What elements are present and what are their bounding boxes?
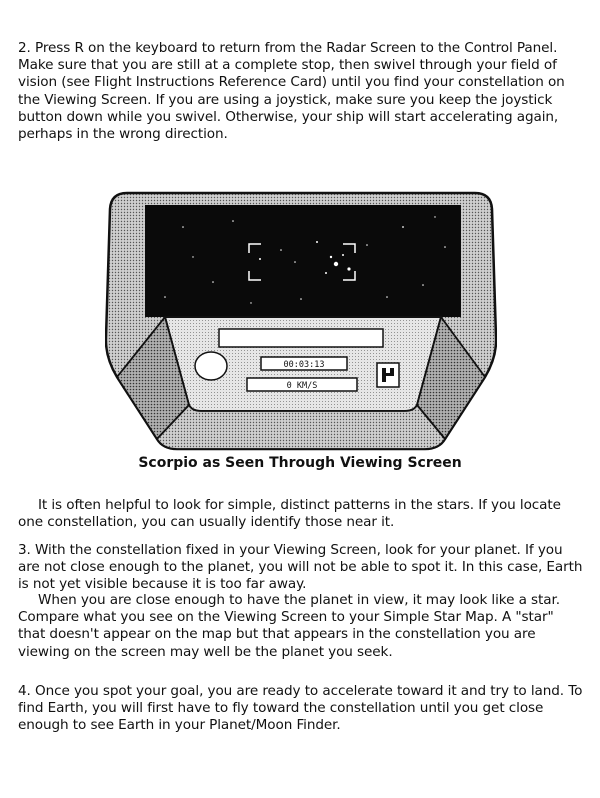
- step-4-paragraph: 4. Once you spot your goal, you are ready to accelerate toward it and try to land. To find Earth, you will first have to fly toward the constellation until you get close enough to see Earth in your Planet/Moon Finder.: [18, 683, 583, 734]
- step-3-continued-paragraph: When you are close enough to have the planet in view, it may look like a star. Compare what you see on the Viewing Screen to your Simple Star Map. A "star" that doesn't appear on the map but that appears in the constellation you are viewing on the screen may well be the planet you seek.: [18, 592, 560, 660]
- speed-readout: 0 KM/S: [286, 381, 318, 391]
- viewing-screen-illustration: [105, 187, 497, 452]
- cockpit-drawing: [105, 187, 497, 452]
- tip-paragraph: It is often helpful to look for simple, distinct patterns in the stars. If you locate one constellation, you can usually identify those near it.: [18, 497, 561, 531]
- step-3-paragraph: 3. With the constellation fixed in your Viewing Screen, look for your planet. If you are not close enough to the planet, you will not be able to spot it. In this case, Earth is not yet visible because it is too far away.: [18, 542, 583, 593]
- viewing-screen: [145, 205, 461, 317]
- message-bar: [219, 329, 383, 347]
- planet-moon-finder: [195, 352, 227, 380]
- timer-readout: 00:03:13: [283, 360, 325, 370]
- figure-caption: Scorpio as Seen Through Viewing Screen: [138, 455, 462, 471]
- step-2-paragraph: 2. Press R on the keyboard to return from the Radar Screen to the Control Panel. Make sure that you are still at a complete stop, then swivel through your field of vision (see Flight Instructions Reference Card) until you find your constellation on the Viewing Screen. If you are using a joystick, make sure you keep the joystick button down while you swivel. Otherwise, your ship will start accelerating again, perhaps in the wrong direction.: [18, 40, 565, 143]
